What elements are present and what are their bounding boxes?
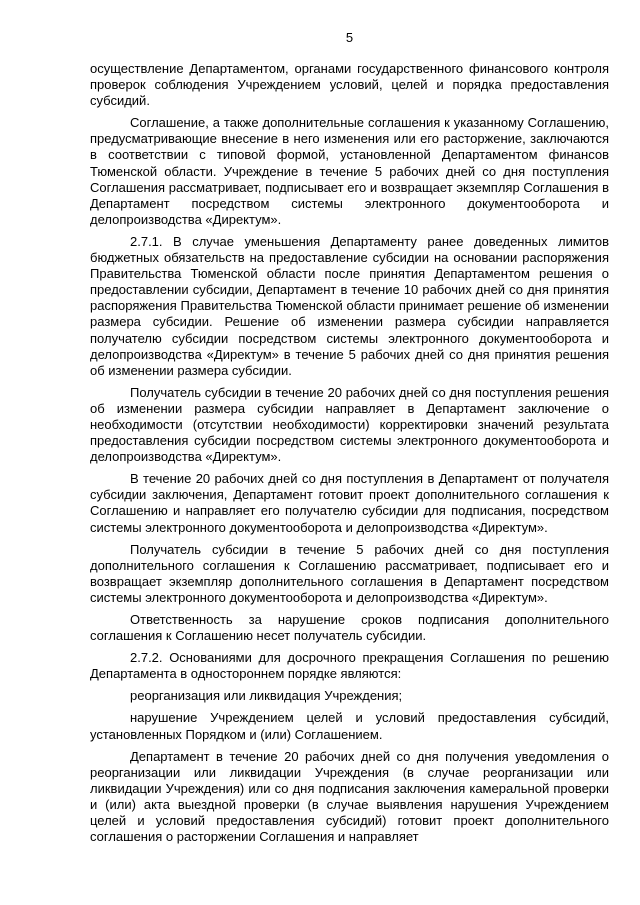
- paragraph-responsibility: Ответственность за нарушение сроков подписания дополнительного соглашения к Соглашению несет получатель субсидии.: [90, 612, 609, 644]
- paragraph-continuation: осуществление Департаментом, органами государственного финансового контроля проверок соблюдения Учреждением условий, целей и порядка предоставления субсидий.: [90, 61, 609, 109]
- paragraph-2-7-2: 2.7.2. Основаниями для досрочного прекращения Соглашения по решению Департамента в одностороннем порядке являются:: [90, 650, 609, 682]
- document-page: [90, 30, 609, 851]
- paragraph-agreement-form: Соглашение, а также дополнительные соглашения к указанному Соглашению, предусматривающие внесение в него изменения или его расторжение, заключаются в соответствии с типовой формой, установленной Департаментом финансов Тюменской области. Учреждение в течение 5 рабочих дней со дня поступления Соглашения рассматривает, подписывает его и возвращает экземпляр Соглашения в Департамент посредством системы электронного документооборота и делопроизводства «Директум».: [90, 115, 609, 227]
- paragraph-department-prepares: В течение 20 рабочих дней со дня поступления в Департамент от получателя субсидии заключения, Департамент готовит проект дополнительного соглашения к Соглашению и направляет его получателю субсидии для подписания, посредством системы электронного документооборота и делопроизводства «Директум».: [90, 471, 609, 535]
- paragraph-recipient-signs: Получатель субсидии в течение 5 рабочих дней со дня поступления дополнительного соглашения к Соглашению рассматривает, подписывает его и возвращает экземпляр дополнительного соглашения в Департамент посредством системы электронного документооборота и делопроизводства «Директум».: [90, 541, 609, 605]
- paragraph-termination-procedure: Департамент в течение 20 рабочих дней со дня получения уведомления о реорганизации или ликвидации Учреждения (в случае реорганизации или ликвидации Учреждения) или со дня подписания заключения камеральной проверки и (или) акта выездной проверки (в случае выявления нарушения Учреждением целей и условий предоставления субсидий) готовит проект дополнительного соглашения о расторжении Соглашения и направляет: [90, 748, 609, 845]
- list-item-violation: нарушение Учреждением целей и условий предоставления субсидий, установленных Порядком и (или) Соглашением.: [90, 710, 609, 742]
- paragraph-recipient-conclusion: Получатель субсидии в течение 20 рабочих дней со дня поступления решения об изменении размера субсидии направляет в Департамент заключение о необходимости (отсутствии необходимости) корректировки значений результата предоставления субсидии посредством системы электронного документооборота и делопроизводства «Директум».: [90, 384, 609, 465]
- list-item-reorganization: реорганизация или ликвидация Учреждения;: [130, 688, 403, 704]
- paragraph-2-7-1: 2.7.1. В случае уменьшения Департаменту ранее доведенных лимитов бюджетных обязательств на предоставление субсидии на основании распоряжения Правительства Тюменской области после принятия Департаментом решения о предоставлении субсидии, Департамент в течение 10 рабочих дней со дня принятия распоряжения Правительства Тюменской области принимает решение об изменении размера субсидии. Решение об изменении размера субсидии направляется получателю субсидии посредством системы электронного документооборота и делопроизводства «Директум» в течение 5 рабочих дней со дня принятия решения об изменении размера субсидии.: [90, 233, 609, 378]
- page-number: 5: [345, 30, 354, 45]
